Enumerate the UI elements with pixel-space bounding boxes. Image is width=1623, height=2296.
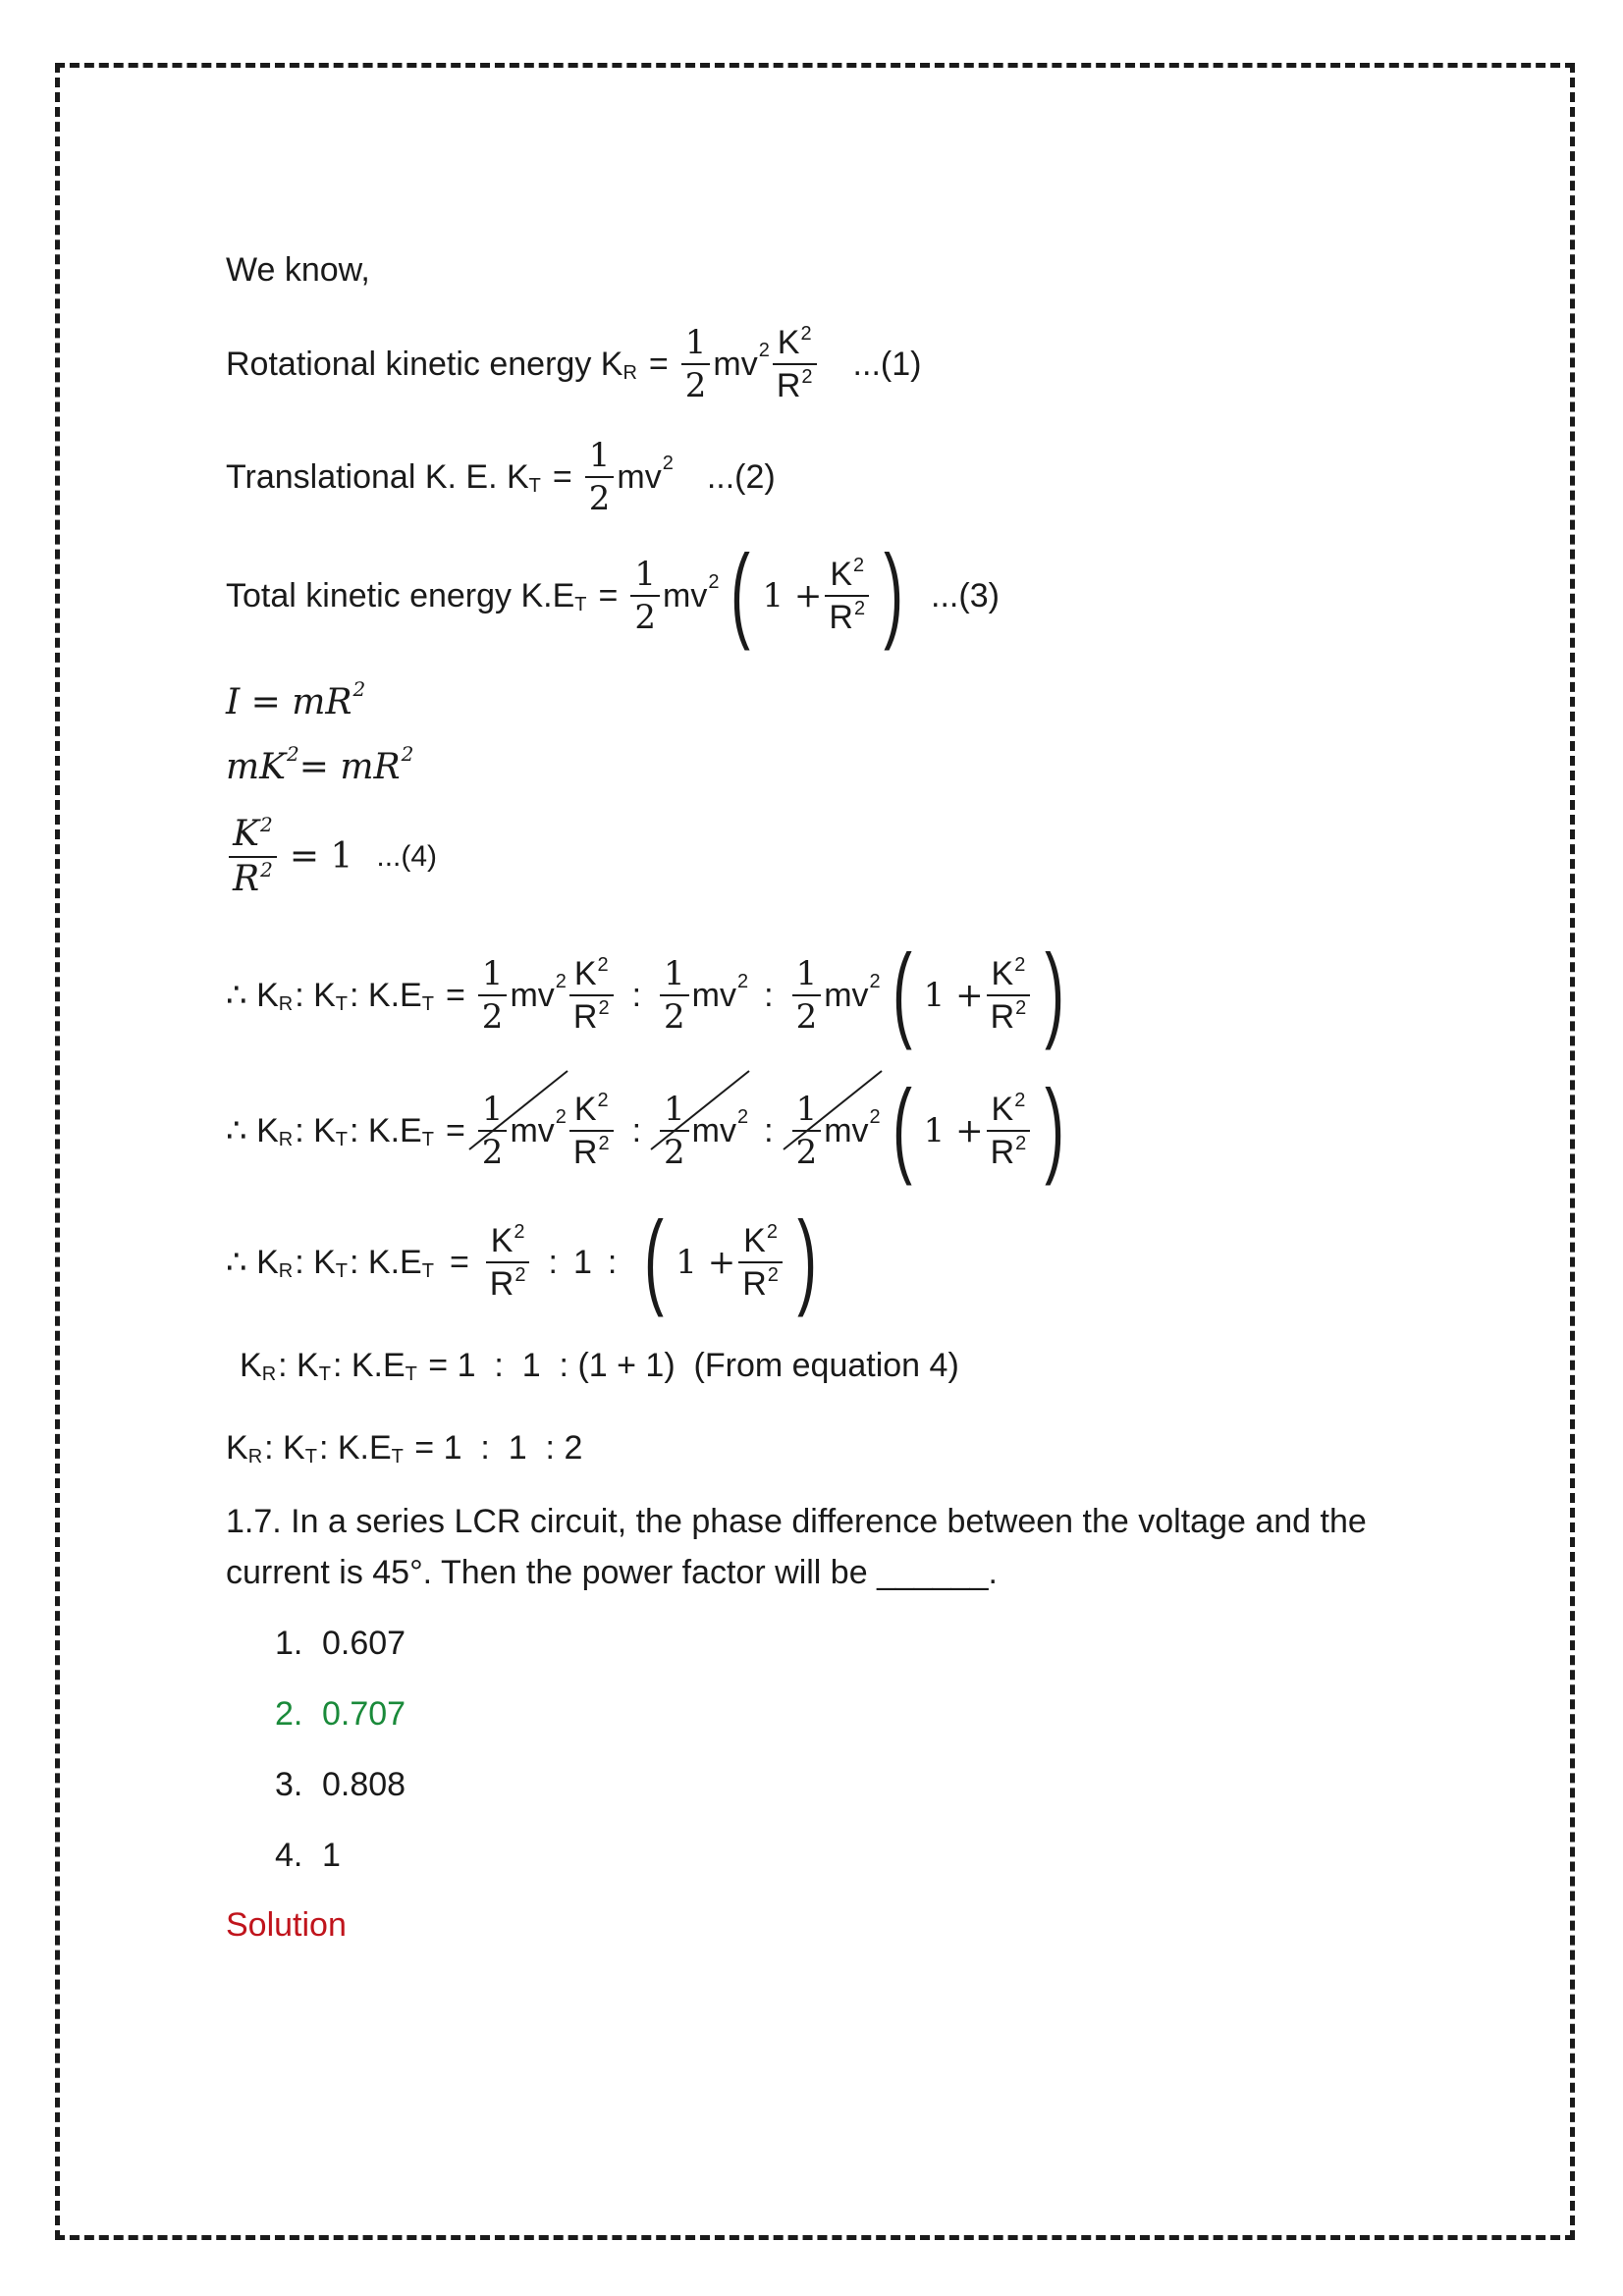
equation-total-ke: Total kinetic energy K.E T = $\frac{1}{2}$ mv 2 ( 1 + $\frac{K^2}{R^2}$ ) ...(3) — [226, 532, 1000, 651]
intro-text: We know, — [226, 251, 370, 289]
option-3: 3. 0.808 — [275, 1766, 406, 1803]
option-1: 1. 0.607 — [275, 1625, 406, 1662]
equation-4: $\frac{K^2}{R^2}$ = 1 ...(4) — [226, 817, 437, 897]
option-4: 4. 1 — [275, 1837, 341, 1874]
question-text: In a series LCR circuit, the phase difference between the voltage and the current is 45°. Then the power factor will be ______. — [226, 1503, 1367, 1591]
ratio-line-1: ∴ K R : K T : K.E T = $\frac{1}{2}$ mv 2 $\frac{K^2}{R^2}$ : $\frac{1}{2}$ mv 2 : $\frac{1}{2}$ mv 2 ( 1 + $\frac{K^2}{R^2}$ ) — [226, 932, 1065, 1050]
equation-translational-ke: Translational K. E. K T = $\frac{1}{2}$ mv 2 ...(2) — [226, 436, 776, 518]
ratio-line-5: K R : K T : K.E T = 1 : 1 : 2 — [226, 1429, 583, 1468]
question-1-7 — [226, 1496, 1404, 1598]
ratio-line-3: ∴ K R : K T : K.E T = $\frac{K^2}{R^2}$ : 1 : ( 1 + $\frac{K^2}{R^2}$ ) — [226, 1199, 817, 1317]
ratio-line-4: K R : K T : K.E T = 1 : 1 : (1 + 1) (From equation 4) — [240, 1347, 959, 1385]
strike-mark — [784, 1071, 882, 1149]
solution-link[interactable]: Solution — [226, 1906, 347, 1944]
equation-moment-of-inertia: I = mR 2 — [226, 677, 366, 722]
option-2-correct: 2. 0.707 — [275, 1695, 406, 1733]
question-number: 1.7. — [226, 1503, 282, 1540]
strike-mark — [651, 1071, 749, 1149]
ratio-line-2: ∴ K R : K T : K.E T = $\frac{1}{2}$ mv 2 $\frac{K^2}{R^2}$ : $\frac{1}{2}$ mv 2 : $\frac{1}{2}$ mv 2 ( 1 + $\frac{K^2}{R^2}$ ) — [226, 1067, 1065, 1186]
equation-mk2: mK 2 = mR 2 — [226, 742, 414, 787]
strike-mark — [469, 1071, 568, 1149]
equation-rotational-ke: Rotational kinetic energy K R = $\frac{1}{2}$ mv 2 $\frac{K^2}{R^2}$ ...(1) — [226, 323, 922, 405]
